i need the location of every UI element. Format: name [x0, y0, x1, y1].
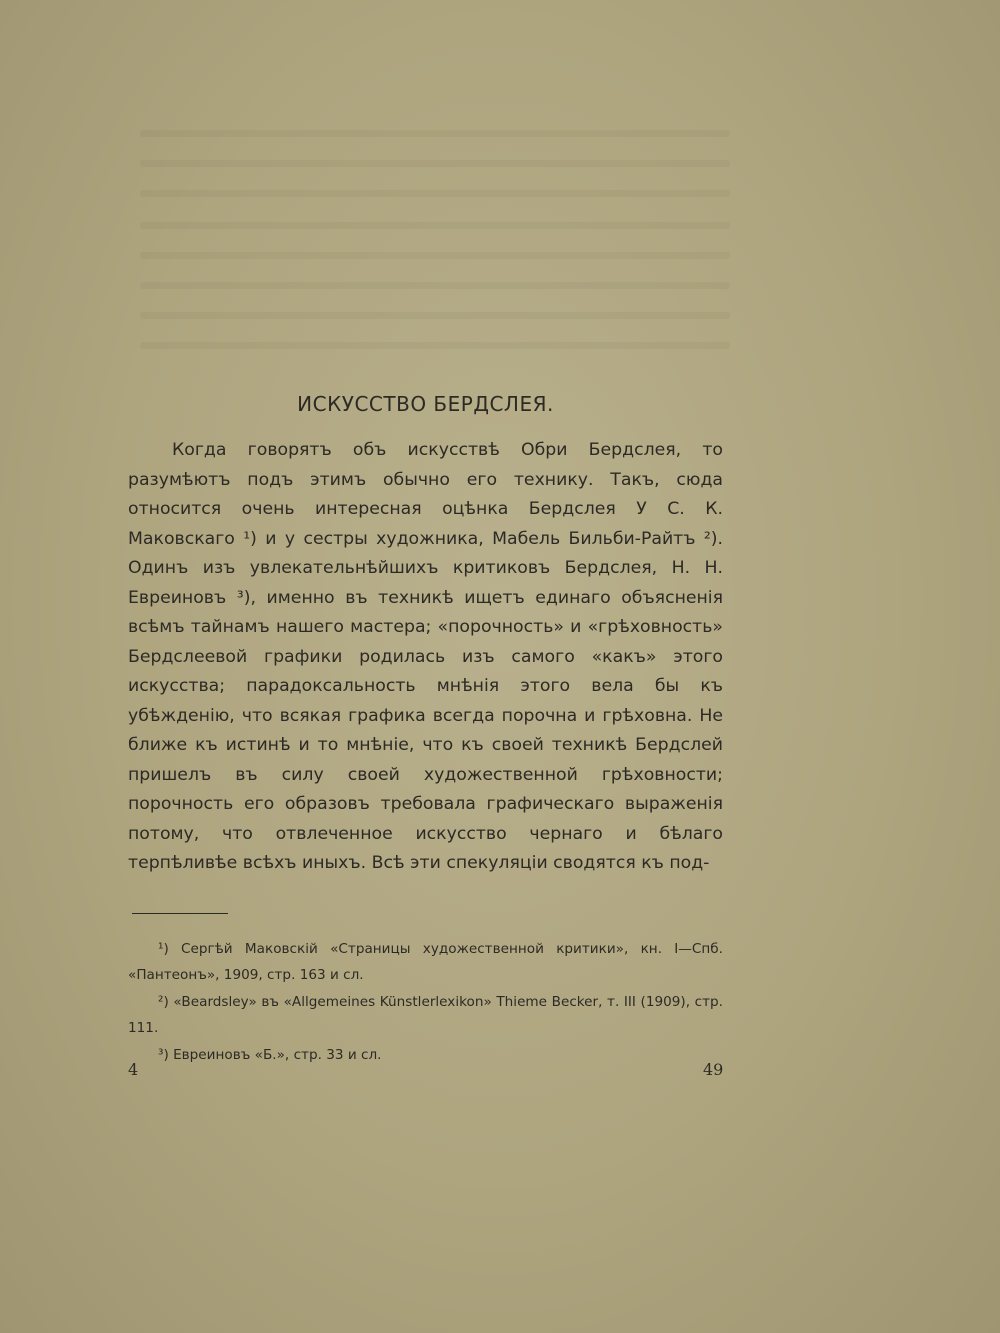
signature-mark: 4 [128, 1060, 139, 1079]
show-through-line [140, 160, 730, 167]
show-through-line [140, 312, 730, 319]
footnote-rule [132, 913, 228, 914]
show-through-line [140, 282, 730, 289]
show-through-line [140, 130, 730, 137]
chapter-title: ИСКУССТВО БЕРДСЛЕЯ. [297, 392, 554, 416]
show-through-line [140, 190, 730, 197]
page-number: 49 [703, 1060, 724, 1079]
page-content [128, 392, 723, 1068]
footnote-1: ¹) Сергѣй Маковскій «Страницы художественной критики», кн. I—Спб. «Пантеонъ», 1909, стр. 163 и сл. [128, 940, 723, 983]
show-through-line [140, 222, 730, 229]
body-paragraph: Когда говорятъ объ искусствѣ Обри Бердслея, то разумѣютъ подъ этимъ обычно его технику. Такъ, сюда относится очень интересная оцѣнка Бердслея У С. К. Маковскаго ¹) и у сестры художника, Мабель Бильби-Райтъ ²). Одинъ изъ увлекательнѣйшихъ критиковъ Бердслея, Н. Н. Евреиновъ ³), именно въ техникѣ ищетъ единаго объясненія всѣмъ тайнамъ нашего мастера; «порочность» и «грѣховность» Бердслеевой графики родилась изъ самого «какъ» этого искусства; парадоксальность мнѣнія этого вела бы къ убѣжденію, что всякая графика всегда порочна и грѣховна. Не ближе къ истинѣ и то мнѣніе, что къ своей техникѣ Бердслей пришелъ въ силу своей художественной грѣховности; порочность его образовъ требовала графическаго выраженія потому, что отвлеченное искусство чернаго и бѣлаго терпѣливѣе всѣхъ иныхъ. Всѣ эти спекуляціи сводятся къ под- [128, 440, 723, 873]
show-through-line [140, 252, 730, 259]
show-through-line [140, 342, 730, 349]
footnote-3: ³) Евреиновъ «Б.», стр. 33 и сл. [158, 1046, 382, 1063]
footnote-2: ²) «Beardsley» въ «Allgemeines Künstlerlexikon» Thieme Becker, т. III (1909), стр. 111. [128, 993, 723, 1036]
